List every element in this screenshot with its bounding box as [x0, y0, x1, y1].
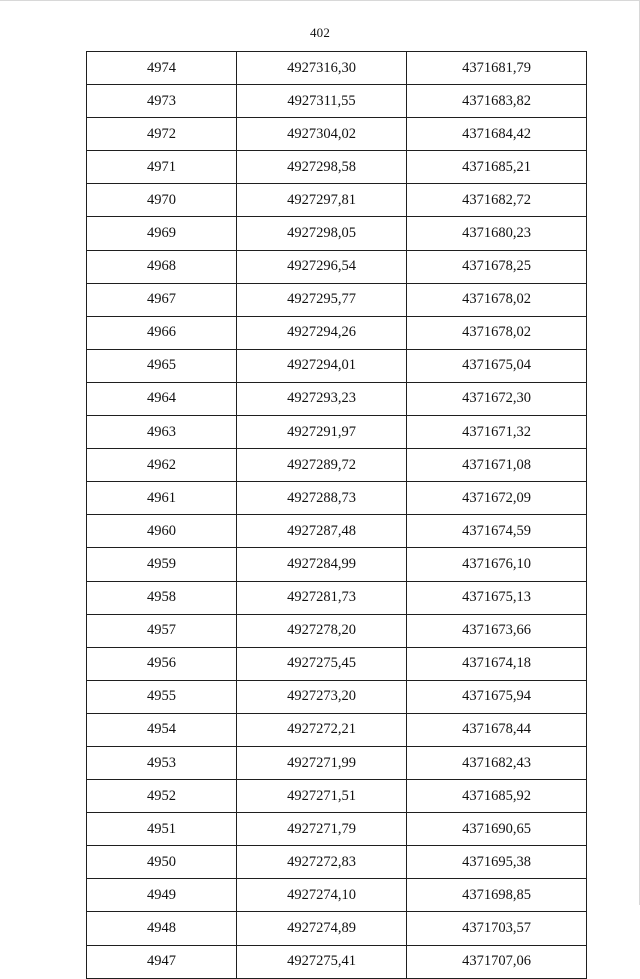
- x-coordinate-cell: 4927284,99: [237, 548, 407, 581]
- x-coordinate-cell: 4927294,26: [237, 316, 407, 349]
- y-coordinate-cell: 4371675,94: [407, 680, 587, 713]
- x-coordinate-cell: 4927274,89: [237, 912, 407, 945]
- table-row: [87, 780, 587, 813]
- point-number-cell: 4966: [87, 316, 237, 349]
- table-row: [87, 647, 587, 680]
- table-row: [87, 879, 587, 912]
- x-coordinate-cell: 4927288,73: [237, 482, 407, 515]
- page-edge-top: [0, 0, 640, 1]
- table-row: [87, 515, 587, 548]
- page-number: 402: [309, 25, 331, 40]
- point-number-cell: 4947: [87, 945, 237, 978]
- x-coordinate-cell: 4927281,73: [237, 581, 407, 614]
- table-row: [87, 217, 587, 250]
- y-coordinate-cell: 4371684,42: [407, 118, 587, 151]
- x-coordinate-cell: 4927289,72: [237, 449, 407, 482]
- table-row: [87, 85, 587, 118]
- x-coordinate-cell: 4927271,51: [237, 780, 407, 813]
- point-number-cell: 4961: [87, 482, 237, 515]
- point-number-cell: 4954: [87, 713, 237, 746]
- point-number-cell: 4951: [87, 813, 237, 846]
- y-coordinate-cell: 4371683,82: [407, 85, 587, 118]
- point-number-cell: 4971: [87, 151, 237, 184]
- x-coordinate-cell: 4927274,10: [237, 879, 407, 912]
- x-coordinate-cell: 4927295,77: [237, 283, 407, 316]
- table-row: [87, 945, 587, 978]
- x-coordinate-cell: 4927298,05: [237, 217, 407, 250]
- point-number-cell: 4948: [87, 912, 237, 945]
- point-number-cell: 4957: [87, 614, 237, 647]
- point-number-cell: 4963: [87, 416, 237, 449]
- table-row: [87, 614, 587, 647]
- point-number-cell: 4959: [87, 548, 237, 581]
- point-number-cell: 4970: [87, 184, 237, 217]
- point-number-cell: 4962: [87, 449, 237, 482]
- y-coordinate-cell: 4371682,72: [407, 184, 587, 217]
- point-number-cell: 4974: [87, 52, 237, 85]
- y-coordinate-cell: 4371678,02: [407, 316, 587, 349]
- table-row: [87, 548, 587, 581]
- y-coordinate-cell: 4371680,23: [407, 217, 587, 250]
- table-row: [87, 382, 587, 415]
- coordinates-table-body: [87, 52, 587, 979]
- point-number-cell: 4949: [87, 879, 237, 912]
- x-coordinate-cell: 4927297,81: [237, 184, 407, 217]
- x-coordinate-cell: 4927275,45: [237, 647, 407, 680]
- point-number-cell: 4950: [87, 846, 237, 879]
- y-coordinate-cell: 4371681,79: [407, 52, 587, 85]
- x-coordinate-cell: 4927294,01: [237, 349, 407, 382]
- point-number-cell: 4969: [87, 217, 237, 250]
- table-row: [87, 184, 587, 217]
- y-coordinate-cell: 4371678,25: [407, 250, 587, 283]
- y-coordinate-cell: 4371703,57: [407, 912, 587, 945]
- point-number-cell: 4953: [87, 746, 237, 779]
- point-number-cell: 4958: [87, 581, 237, 614]
- table-row: [87, 813, 587, 846]
- table-row: [87, 250, 587, 283]
- x-coordinate-cell: 4927296,54: [237, 250, 407, 283]
- y-coordinate-cell: 4371673,66: [407, 614, 587, 647]
- point-number-cell: 4960: [87, 515, 237, 548]
- y-coordinate-cell: 4371707,06: [407, 945, 587, 978]
- point-number-cell: 4967: [87, 283, 237, 316]
- x-coordinate-cell: 4927272,83: [237, 846, 407, 879]
- point-number-cell: 4972: [87, 118, 237, 151]
- table-row: [87, 846, 587, 879]
- x-coordinate-cell: 4927298,58: [237, 151, 407, 184]
- table-row: [87, 680, 587, 713]
- table-row: [87, 581, 587, 614]
- y-coordinate-cell: 4371676,10: [407, 548, 587, 581]
- table-row: [87, 449, 587, 482]
- table-row: [87, 52, 587, 85]
- point-number-cell: 4973: [87, 85, 237, 118]
- y-coordinate-cell: 4371698,85: [407, 879, 587, 912]
- y-coordinate-cell: 4371678,44: [407, 713, 587, 746]
- x-coordinate-cell: 4927272,21: [237, 713, 407, 746]
- x-coordinate-cell: 4927304,02: [237, 118, 407, 151]
- coordinates-table: [86, 51, 587, 979]
- y-coordinate-cell: 4371674,18: [407, 647, 587, 680]
- x-coordinate-cell: 4927287,48: [237, 515, 407, 548]
- x-coordinate-cell: 4927273,20: [237, 680, 407, 713]
- y-coordinate-cell: 4371672,30: [407, 382, 587, 415]
- x-coordinate-cell: 4927271,79: [237, 813, 407, 846]
- x-coordinate-cell: 4927293,23: [237, 382, 407, 415]
- y-coordinate-cell: 4371671,32: [407, 416, 587, 449]
- point-number-cell: 4955: [87, 680, 237, 713]
- y-coordinate-cell: 4371674,59: [407, 515, 587, 548]
- point-number-cell: 4964: [87, 382, 237, 415]
- table-row: [87, 912, 587, 945]
- point-number-cell: 4968: [87, 250, 237, 283]
- x-coordinate-cell: 4927316,30: [237, 52, 407, 85]
- table-row: [87, 283, 587, 316]
- table-row: [87, 349, 587, 382]
- table-row: [87, 416, 587, 449]
- table-row: [87, 746, 587, 779]
- table-row: [87, 118, 587, 151]
- y-coordinate-cell: 4371685,92: [407, 780, 587, 813]
- point-number-cell: 4952: [87, 780, 237, 813]
- y-coordinate-cell: 4371675,13: [407, 581, 587, 614]
- table-row: [87, 151, 587, 184]
- y-coordinate-cell: 4371672,09: [407, 482, 587, 515]
- x-coordinate-cell: 4927291,97: [237, 416, 407, 449]
- table-row: [87, 713, 587, 746]
- y-coordinate-cell: 4371695,38: [407, 846, 587, 879]
- y-coordinate-cell: 4371690,65: [407, 813, 587, 846]
- y-coordinate-cell: 4371682,43: [407, 746, 587, 779]
- x-coordinate-cell: 4927275,41: [237, 945, 407, 978]
- x-coordinate-cell: 4927271,99: [237, 746, 407, 779]
- table-row: [87, 482, 587, 515]
- point-number-cell: 4965: [87, 349, 237, 382]
- table-row: [87, 316, 587, 349]
- point-number-cell: 4956: [87, 647, 237, 680]
- y-coordinate-cell: 4371675,04: [407, 349, 587, 382]
- x-coordinate-cell: 4927278,20: [237, 614, 407, 647]
- y-coordinate-cell: 4371678,02: [407, 283, 587, 316]
- y-coordinate-cell: 4371685,21: [407, 151, 587, 184]
- y-coordinate-cell: 4371671,08: [407, 449, 587, 482]
- x-coordinate-cell: 4927311,55: [237, 85, 407, 118]
